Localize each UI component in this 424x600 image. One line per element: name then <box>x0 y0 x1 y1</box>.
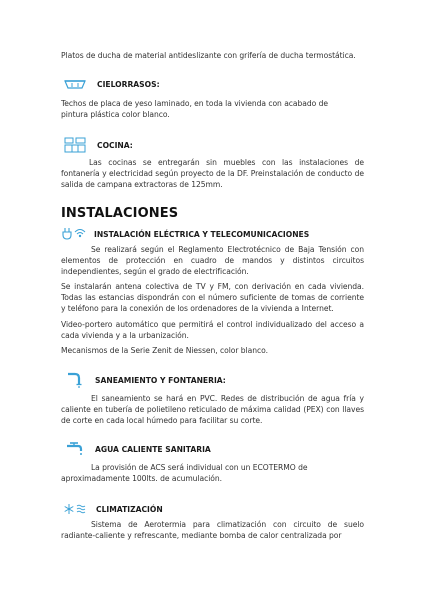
saneamiento-text: El saneamiento se hará en PVC. Redes de distribución de agua fría y caliente en tubería de polietileno reticulado de máxima calidad (PEX) con llaves de corte en cada local húmedo para facilitar su corte. <box>61 394 364 425</box>
saneamiento-title: SANEAMIENTO Y FONTANERIA: <box>95 375 226 385</box>
intro-text: Platos de ducha de material antideslizante con grifería de ducha termostática. <box>61 51 356 60</box>
cocina-text: Las cocinas se entregarán sin muebles con las instalaciones de fontanería y electricidad según proyecto de la DF. Preinstalación de conducto de salida de campana extractoras de 125mm. <box>61 158 364 189</box>
climatizacion-title: CLIMATIZACIÓN <box>96 504 163 514</box>
ceiling-icon <box>64 78 86 91</box>
electrica-heading <box>61 227 309 241</box>
acs-line-2: aproximadamente 100lts. de acumulación. <box>61 474 223 483</box>
cocina-title: COCINA: <box>97 140 133 150</box>
pipe-icon <box>66 372 84 388</box>
electrica-title: INSTALACIÓN ELÉCTRICA Y TELECOMUNICACIONES <box>94 229 310 239</box>
snow-heat-icon <box>64 503 90 515</box>
electrica-text-4: Mecanismos de la Serie Zenit de Niessen, color blanco. <box>61 346 268 355</box>
cocina-heading <box>64 137 133 153</box>
instalaciones-title: INSTALACIONES <box>61 206 179 221</box>
cielorrasos-title: CIELORRASOS: <box>97 80 160 89</box>
cielorrasos-line-1: Techos de placa de yeso laminado, en toda la vivienda con acabado de <box>61 99 329 108</box>
cielorrasos-line-2: pintura plástica color blanco. <box>61 110 170 119</box>
electrica-text-1: Se realizará según el Reglamento Electrotécnico de Baja Tensión con elementos de protección en cuadro de mandos y distintos circuitos independientes, según el grado de electrificación. <box>61 245 364 276</box>
acs-title: AGUA CALIENTE SANITARIA <box>95 444 211 454</box>
climatizacion-heading <box>64 503 163 515</box>
acs-heading <box>66 441 211 457</box>
acs-line-1: La provisión de ACS será individual con un ECOTERMO de <box>91 463 308 472</box>
electrica-text-3: Video-portero automático que permitirá el control individualizado del acceso a cada vivienda y a la urbanización. <box>61 320 364 340</box>
kitchen-icon <box>64 137 86 153</box>
climatizacion-text: Sistema de Aerotermia para climatización con circuito de suelo radiante-caliente y refrescante, mediante bomba de calor centralizada por <box>61 520 364 540</box>
saneamiento-heading <box>66 372 226 388</box>
electrica-text-2: Se instalarán antena colectiva de TV y FM, con derivación en cada vivienda. Todas las estancias dispondrán con el número suficiente de tomas de corriente y teléfono para la conexión de los ordenadores de la vivienda a Internet. <box>61 282 364 313</box>
cielorrasos-heading <box>64 78 160 91</box>
plug-signal-icon <box>61 227 91 241</box>
tap-icon <box>66 441 84 457</box>
